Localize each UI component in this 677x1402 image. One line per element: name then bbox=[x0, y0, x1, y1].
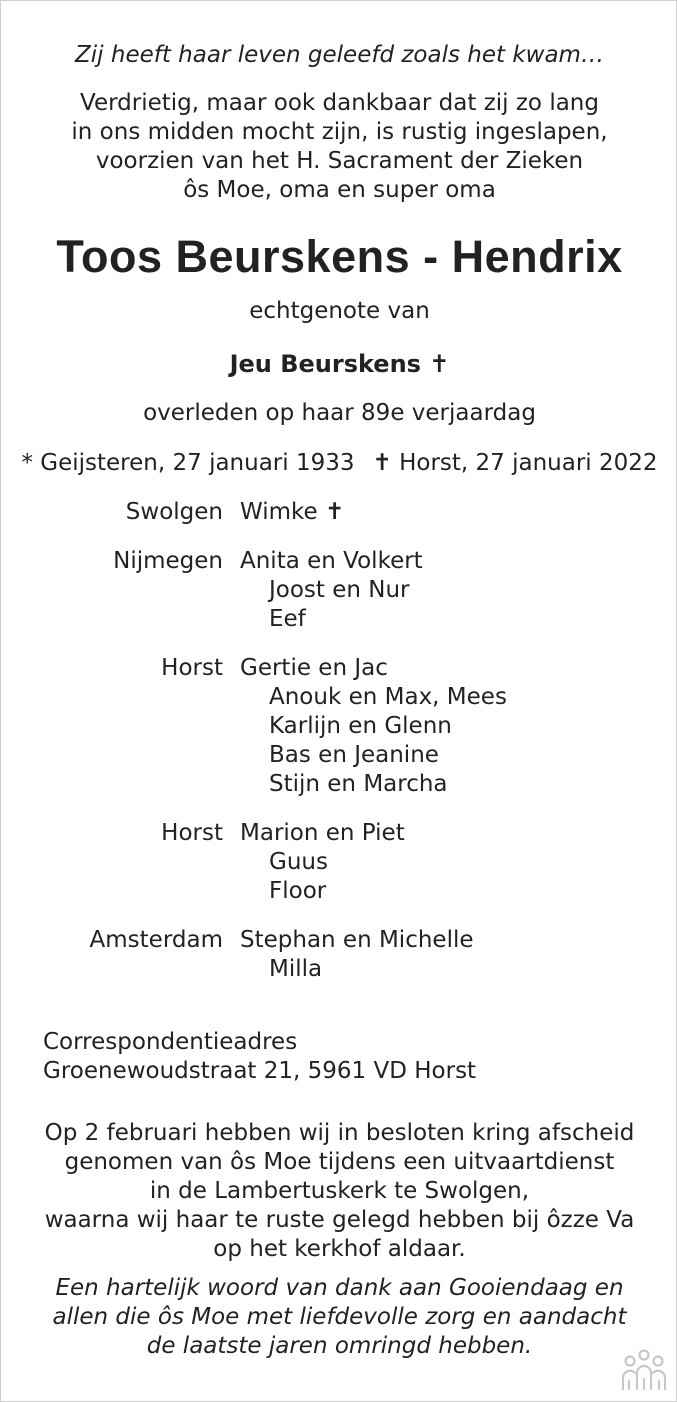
family-child: Stijn en Marcha bbox=[269, 771, 448, 797]
thanks-line: Een hartelijk woord van dank aan Gooiendaag en bbox=[55, 1275, 624, 1301]
opening-quote: Zij heeft haar leven geleefd zoals het kwam… bbox=[75, 42, 604, 68]
family-child: Eef bbox=[269, 606, 306, 632]
address-label: Correspondentieadres bbox=[43, 1029, 298, 1055]
death-info: ✝ Horst, 27 januari 2022 bbox=[372, 450, 658, 476]
family-child: Anouk en Max, Mees bbox=[269, 684, 507, 710]
intro-line: Verdrietig, maar ook dankbaar dat zij zo lang bbox=[80, 90, 599, 116]
family-group bbox=[1, 547, 677, 634]
family-child: Milla bbox=[269, 956, 323, 982]
spouse-prefix: echtgenote van bbox=[249, 298, 430, 324]
family-list bbox=[1, 498, 677, 1004]
funeral-line: Op 2 februari hebben wij in besloten kring afscheid bbox=[44, 1120, 635, 1146]
funeral-text bbox=[1, 1119, 677, 1264]
family-group bbox=[1, 819, 677, 906]
funeral-line: waarna wij haar te ruste gelegd hebben bij ôzze Va bbox=[44, 1207, 635, 1233]
family-group bbox=[1, 654, 677, 799]
life-dates bbox=[1, 449, 677, 478]
intro-text bbox=[1, 89, 677, 205]
family-member: Marion en Piet bbox=[240, 820, 405, 846]
family-group bbox=[1, 926, 677, 984]
family-place: Horst bbox=[161, 655, 223, 681]
family-member: Gertie en Jac bbox=[240, 655, 388, 681]
family-member: Anita en Volkert bbox=[240, 548, 423, 574]
intro-line: ôs Moe, oma en super oma bbox=[183, 177, 496, 203]
family-place: Horst bbox=[161, 820, 223, 846]
deceased-name: Toos Beurskens - Hendrix bbox=[56, 231, 623, 282]
thanks-line: allen die ôs Moe met liefdevolle zorg en aandacht bbox=[52, 1304, 627, 1330]
family-member: Wimke ✝ bbox=[240, 499, 345, 525]
address-line: Groenewoudstraat 21, 5961 VD Horst bbox=[43, 1058, 477, 1084]
family-child: Bas en Jeanine bbox=[269, 742, 439, 768]
family-member: Stephan en Michelle bbox=[240, 927, 474, 953]
intro-line: in ons midden mocht zijn, is rustig ingeslapen, bbox=[71, 119, 608, 145]
thanks-text bbox=[1, 1274, 677, 1361]
family-child: Guus bbox=[269, 849, 328, 875]
funeral-line: genomen van ôs Moe tijdens een uitvaartdienst bbox=[64, 1149, 615, 1175]
birth-info: * Geijsteren, 27 januari 1933 bbox=[21, 450, 355, 476]
spouse-name: Jeu Beurskens ✝ bbox=[229, 350, 450, 378]
thanks-line: de laatste jaren omringd hebben. bbox=[146, 1333, 533, 1359]
funeral-line: in de Lambertuskerk te Swolgen, bbox=[149, 1178, 530, 1204]
funeral-line: op het kerkhof aldaar. bbox=[213, 1236, 466, 1262]
family-group bbox=[1, 498, 677, 527]
family-place: Nijmegen bbox=[113, 548, 223, 574]
family-child: Karlijn en Glenn bbox=[269, 713, 452, 739]
correspondence-address bbox=[43, 1028, 476, 1086]
family-place: Swolgen bbox=[125, 499, 223, 525]
people-group-icon bbox=[619, 1349, 669, 1391]
intro-line: voorzien van het H. Sacrament der Zieken bbox=[95, 148, 584, 174]
family-child: Floor bbox=[269, 878, 327, 904]
family-child: Joost en Nur bbox=[269, 577, 410, 603]
died-on-note: overleden op haar 89e verjaardag bbox=[143, 400, 536, 426]
family-place: Amsterdam bbox=[89, 927, 223, 953]
